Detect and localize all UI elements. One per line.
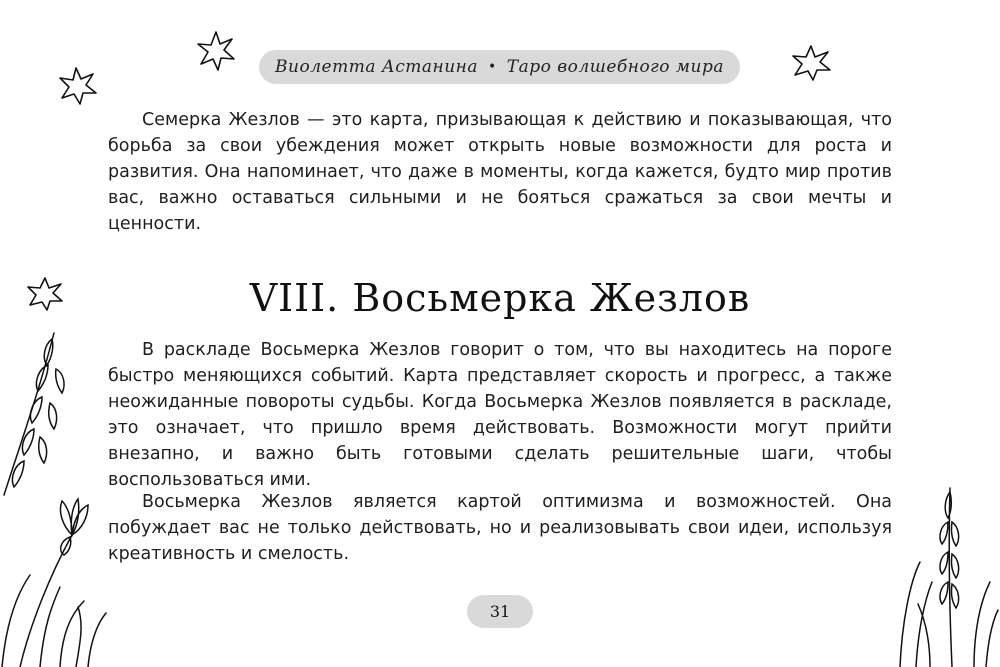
plant-doodle-icon [0,325,110,667]
running-header [259,50,740,84]
section-heading: VIII. Восьмерка Жезлов [249,276,751,320]
page-number: 31 [467,595,533,628]
header-author: Виолетта Астанина [275,57,478,77]
paragraph-eight-of-wands-1: В раскладе Восьмерка Жезлов говорит о том, что вы находитесь на пороге быстро меняющихся событий. Карта представляет скорость и прогресс, а также неожиданные повороты судьбы. Когда Восьмерка Жезлов появляется в раскладе, это означает, что пришло время действовать. Возможности могут прийти внезапно, и важно быть готовыми сделать решительные шаги, чтобы воспользоваться ими. [108,340,892,490]
header-separator: • [488,59,497,75]
star-doodle-icon [58,66,98,106]
header-book-title: Таро волшебного мира [506,57,724,77]
paragraph-seven-of-wands: Семерка Жезлов — это карта, призывающая к действию и показывающая, что борьба за свои убеждения может открыть новые возможности для роста и развития. Она напоминает, что даже в моменты, когда кажется, будто мир против вас, важно оставаться сильными и не бояться сражаться за свои мечты и ценности. [108,110,892,234]
paragraph-eight-of-wands-2: Восьмерка Жезлов является картой оптимизма и возможностей. Она побуждает вас не только действовать, но и реализовывать свои идеи, используя креативность и смелость. [108,492,892,564]
star-doodle-icon [196,30,236,72]
star-doodle-icon [790,44,832,82]
plant-doodle-icon [890,482,1000,667]
